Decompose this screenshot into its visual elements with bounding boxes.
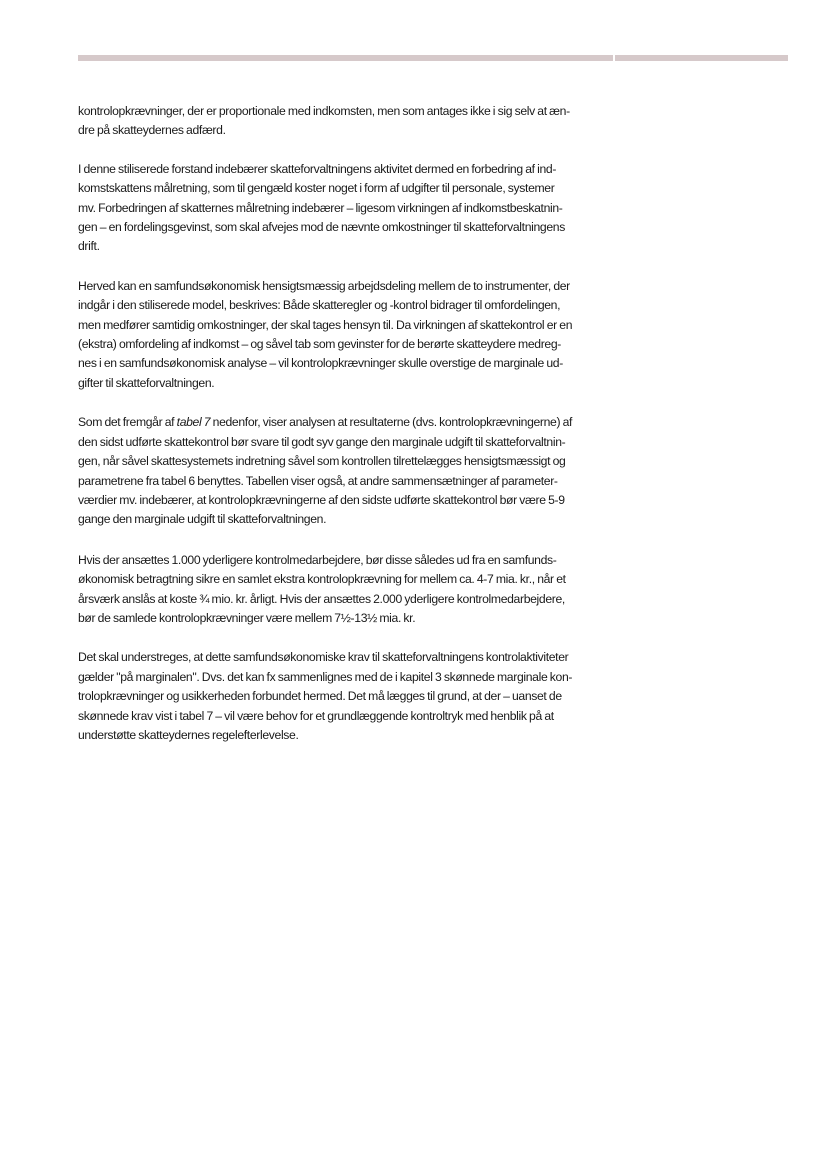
- paragraph-6: [78, 648, 613, 745]
- text-line: den sidst udførte skattekontrol bør svare til godt syv gange den marginale udgift til skatteforvaltnin-: [78, 434, 566, 449]
- header-rule-split: [613, 55, 615, 61]
- text-line: gifter til skatteforvaltningen.: [78, 375, 215, 390]
- paragraph-5: [78, 551, 613, 629]
- table-reference: tabel 7: [176, 415, 211, 430]
- text-line: gange den marginale udgift til skatteforvaltningen.: [78, 512, 327, 527]
- text-line: økonomisk betragtning sikre en samlet ekstra kontrolopkrævning for mellem ca. 4-7 mia. kr., når et: [78, 572, 566, 587]
- text-line: men medfører samtidig omkostninger, der skal tages hensyn til. Da virkningen af skattekontrol er en: [78, 317, 573, 332]
- text-line: bør de samlede kontrolopkrævninger være mellem 7½-13½ mia. kr.: [78, 610, 416, 625]
- text-segment: nedenfor, viser analysen at resultaterne (dvs. kontrolopkrævningerne) af: [210, 415, 573, 430]
- document-body: [78, 102, 613, 763]
- text-line: Hvis der ansættes 1.000 yderligere kontrolmedarbejdere, bør disse således ud fra en samfunds-: [78, 552, 557, 567]
- paragraph-4: [78, 413, 613, 529]
- text-line: værdier mv. indebærer, at kontrolopkrævningerne af den sidste udførte skattekontrol bør være 5-9: [78, 492, 565, 507]
- text-line: I denne stiliserede forstand indebærer skatteforvaltningens aktivitet dermed en forbedring af ind-: [78, 161, 557, 176]
- text-line: indgår i den stiliserede model, beskrives: Både skatteregler og -kontrol bidrager til omfordelingen,: [78, 298, 561, 313]
- text-line: mv. Forbedringen af skatternes målretning indebærer – ligesom virkningen af indkomstbeskatnin-: [78, 200, 563, 215]
- text-line: nes i en samfundsøkonomisk analyse – vil kontrolopkrævninger skulle overstige de marginale ud-: [78, 356, 563, 371]
- text-line: gen, når såvel skattesystemets indretning såvel som kontrollen tilrettelægges hensigtsmæssigt og: [78, 454, 566, 469]
- text-line: trolopkrævninger og usikkerheden forbundet hermed. Det må lægges til grund, at der – uanset de: [78, 689, 562, 704]
- text-line: dre på skatteydernes adfærd.: [78, 123, 226, 138]
- text-line: gælder "på marginalen". Dvs. det kan fx sammenlignes med de i kapitel 3 skønnede marginale kon-: [78, 669, 573, 684]
- paragraph-3: [78, 277, 613, 393]
- text-line: årsværk anslås at koste ¾ mio. kr. årligt. Hvis der ansættes 2.000 yderligere kontrolmedarbejdere,: [78, 591, 565, 606]
- text-line: Det skal understreges, at dette samfundsøkonomiske krav til skatteforvaltningens kontrolaktiviteter: [78, 650, 569, 665]
- text-line: Herved kan en samfundsøkonomisk hensigtsmæssig arbejdsdeling mellem de to instrumenter, der: [78, 278, 570, 293]
- text-line: skønnede krav vist i tabel 7 – vil være behov for et grundlæggende kontroltryk med henblik på at: [78, 708, 554, 723]
- paragraph-2: [78, 160, 613, 257]
- text-line: parametrene fra tabel 6 benyttes. Tabellen viser også, at andre sammensætninger af parameter-: [78, 473, 558, 488]
- text-line: [78, 413, 613, 432]
- paragraph-1: [78, 102, 613, 141]
- text-line: kontrolopkrævninger, der er proportionale med indkomsten, men som antages ikke i sig selv at æn-: [78, 104, 570, 118]
- text-line: drift.: [78, 239, 100, 254]
- header-rule: [78, 55, 788, 61]
- text-segment: Som det fremgår af: [78, 415, 177, 430]
- text-line: komstskattens målretning, som til gengæld koster noget i form af udgifter til personale, systemer: [78, 181, 555, 196]
- text-line: (ekstra) omfordeling af indkomst – og såvel tab som gevinster for de berørte skatteydere medreg-: [78, 337, 561, 352]
- text-line: gen – en fordelingsgevinst, som skal afvejes mod de nævnte omkostninger til skatteforvaltningens: [78, 220, 565, 235]
- text-line: understøtte skatteydernes regelefterlevelse.: [78, 727, 299, 742]
